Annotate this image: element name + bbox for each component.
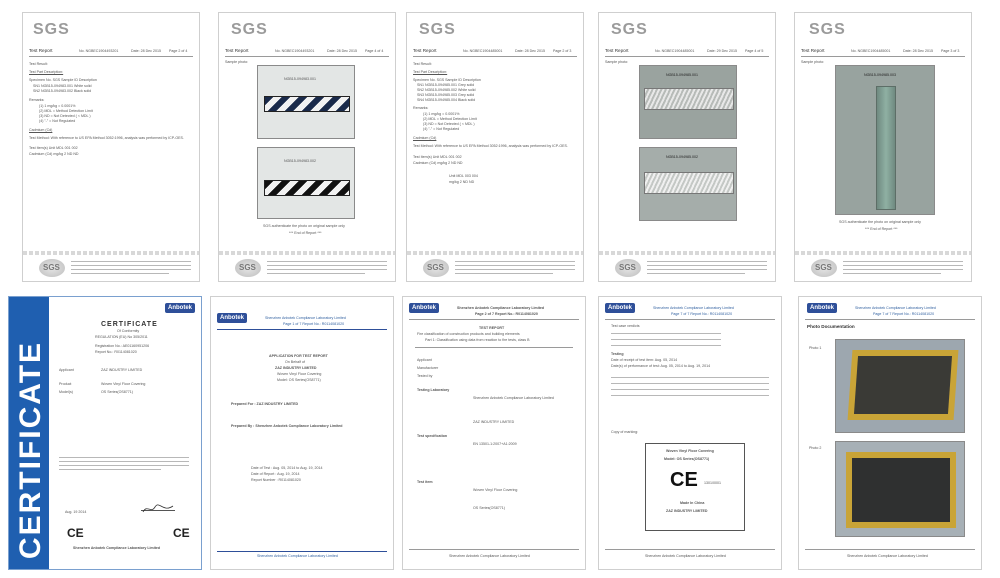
certificate-regulation: REGULATION (EU) No 305/2011 [95, 335, 148, 339]
text-line: SN2 NGB15-094983.002 Black solid [33, 89, 92, 93]
sample-photo-2 [257, 147, 355, 219]
sample-photo-2 [639, 147, 737, 221]
footer: Shenzhen Anbotek Compliance Laboratory Limited [645, 554, 726, 558]
report-page: Page 2 of 7 Report No.: R0114081020 [475, 312, 538, 316]
text-line: (1) 1 mg/kg = 0.0001% [39, 104, 76, 108]
text-line: Test Result: [413, 62, 432, 66]
end-of-report: *** End of Report *** [865, 227, 898, 231]
marking-company: ZAZ INDUSTRY LIMITED [666, 509, 708, 513]
text-line: SN4 NGB15-094985.004 Black solid [417, 98, 476, 102]
marking-label [645, 443, 745, 531]
ce-certificate [8, 296, 202, 570]
sgs-seal-icon: SGS [423, 259, 449, 277]
signature-icon [141, 501, 175, 511]
certificate-subtitle: Of Conformity [117, 329, 140, 333]
report-title: Test Report [29, 48, 53, 53]
text-line: Cadmium (Cd) mg/kg 2 ND ND [413, 161, 463, 165]
text-line: Sample photo: [225, 60, 249, 64]
report-page: Page 1 of 7 Report No.: R0114081020 [283, 322, 345, 326]
text-line: Test Part Description: [29, 70, 64, 74]
report-title: Test Report [225, 48, 249, 53]
report-page: Page 7 of 7 Report No.: R0114081020 [671, 312, 733, 316]
photo-label: NGB15-094985.002 [666, 155, 698, 159]
sample-photo-1 [257, 65, 355, 139]
report-title: Test Report [413, 48, 437, 53]
certificate-date: Aug. 19 2014 [65, 510, 87, 514]
product-photo-1 [835, 339, 965, 433]
text-line: Copy of marking: [611, 430, 639, 434]
text-line: Remarks: [413, 106, 429, 110]
lab-name: Shenzhen Anbotek Compliance Laboratory Limited [457, 306, 545, 310]
text-line: Test item [417, 480, 433, 484]
report-title: Test Report [801, 48, 825, 53]
text-line: Test Part Description: [413, 70, 448, 74]
text-line: (2) MDL = Method Detection Limit [39, 109, 93, 113]
text-line: Testing Laboratory [417, 388, 450, 392]
anbotek-page-2 [402, 296, 586, 570]
text-line: On Behalf of [285, 360, 305, 364]
report-date: Date: 28 Dec 2015 [515, 49, 545, 53]
text-line: SN3 NGB15-094985.003 Grey solid [417, 93, 475, 97]
photo-note: SGS authenticate the photo on original sample only [839, 220, 921, 224]
anbotek-page-3 [598, 296, 782, 570]
applicant-value: ZAZ INDUSTRY LIMITED [101, 368, 143, 372]
anbotek-page-1 [210, 296, 394, 570]
applicant-label: Applicant [59, 368, 74, 372]
sgs-page-5 [794, 12, 972, 282]
report-date: Date: 29 Dec 2015 [707, 49, 737, 53]
text-line: Specimen No. SGS Sample ID Description [29, 78, 97, 82]
certificate-side-text: CERTIFICATE [14, 340, 47, 560]
text-line: Test specification [417, 434, 448, 438]
registration-number: Registration No.: AE01160951206 [95, 344, 150, 348]
text-line: SN2 NGB15-094985.002 White solid [417, 88, 476, 92]
text-line: Date of receipt of test item: Aug. 05, 2014 [611, 358, 678, 362]
report-number: No. NGBEC1904485001 [655, 49, 695, 53]
marking-origin: Made In China [680, 501, 705, 505]
certificate-title: CERTIFICATE [101, 321, 158, 328]
text-line: Test Item(s) Unit MDL 001 002 [413, 155, 462, 159]
text-line: Specimen No. SGS Sample ID Description [413, 78, 481, 82]
photo-label: NGB15-094985.003 [864, 73, 896, 77]
text-line: Shenzhen Anbotek Compliance Laboratory Limited [473, 396, 554, 400]
text-line: (3) ND = Not Detected ( < MDL ) [423, 122, 475, 126]
product-photo-2 [835, 441, 965, 537]
text-line: Unit MDL 003 004 [449, 174, 478, 178]
sgs-page-3 [406, 12, 584, 282]
sgs-logo: SGS [611, 21, 648, 38]
text-line: ZAZ INDUSTRY LIMITED [275, 366, 317, 370]
text-line: Date(s) of performance of test: Aug. 05, 2014 to Aug. 19, 2014 [611, 364, 711, 368]
anbotek-logo: Anbotek [217, 313, 247, 323]
text-line: Cadmium (Cd) [29, 128, 53, 132]
text-line: OS Series(OS8771) [473, 506, 505, 510]
text-line: SN1 NGB15-094983.001 White solid [33, 84, 92, 88]
report-date: Date: 28 Dec 2015 [903, 49, 933, 53]
model-value: OS Series(OS8771) [101, 390, 133, 394]
text-line: (3) ND = Not Detected ( < MDL ) [39, 114, 91, 118]
text-line: Manufacturer [417, 366, 439, 370]
text-line: Woven Vinyl Floor Covering [473, 488, 518, 492]
sample-photo-1 [639, 65, 737, 139]
text-line: Prepared By : Shenzhen Anbotek Compliance Laboratory Limited [231, 424, 343, 428]
text-line: Report Number : R0114081020 [251, 478, 301, 482]
product-value: Woven Vinyl Floor Covering [101, 382, 146, 386]
report-date: Date: 28 Dec 2015 [131, 49, 161, 53]
text-line: ZAZ INDUSTRY LIMITED [473, 420, 515, 424]
anbotek-logo: Anbotek [605, 303, 635, 313]
text-line: Sample photo: [605, 60, 629, 64]
text-line: EN 13501-1:2007+A1:2009 [473, 442, 517, 446]
sgs-seal-icon: SGS [615, 259, 641, 277]
certificate-footer: Shenzhen Anbotek Compliance Laboratory Limited [73, 546, 161, 550]
text-line: Remarks: [29, 98, 45, 102]
sgs-logo: SGS [231, 21, 268, 38]
report-page: Page 3 of 3 [941, 49, 960, 53]
text-line: Part 1: Classification using data from reaction to fire tests, class B [425, 338, 530, 342]
photo-note: SGS authenticate the photo on original sample only [263, 224, 345, 228]
report-page: Page 2 of 3 [553, 49, 572, 53]
text-line: Test Method: With reference to US EPA Method 3052:1996, analysis was performed by ICP-OES. [413, 144, 568, 148]
footer: Shenzhen Anbotek Compliance Laboratory Limited [847, 554, 928, 558]
sgs-seal-icon: SGS [811, 259, 837, 277]
text-line: Date of Report : Aug. 19, 2014 [251, 472, 300, 476]
sgs-logo: SGS [33, 21, 70, 38]
sgs-seal-icon: SGS [39, 259, 65, 277]
ce-mark-icon: CE [670, 469, 698, 491]
text-line: (1) 1 mg/kg = 0.0001% [423, 112, 460, 116]
report-number: No. NGBEC1904485001 [851, 49, 891, 53]
text-line: TEST REPORT [479, 326, 505, 330]
marking-product: Woven Vinyl Floor Covering [666, 449, 714, 453]
text-line: Test Result: [29, 62, 48, 66]
report-page: Page 4 of 5 [745, 49, 764, 53]
report-title: Test Report [605, 48, 629, 53]
ce-mark-icon: CE [67, 526, 84, 540]
report-page: Page 2 of 4 [169, 49, 188, 53]
text-line: Model: OS Series(OS8771) [277, 378, 321, 382]
report-number: No. NGBEC1904485001 [463, 49, 503, 53]
footer: Shenzhen Anbotek Compliance Laboratory Limited [449, 554, 530, 558]
product-label: Product [59, 382, 72, 386]
text-line: (4) "-" = Not Regulated [423, 127, 460, 131]
text-line: Fire classification of construction products and building elements [417, 332, 520, 336]
anbotek-logo: Anbotek [807, 303, 837, 313]
photo-label: NGB15-094983.001 [284, 77, 316, 81]
photo-doc-title: Photo Documentation [807, 324, 855, 329]
photo-label: NGB15-094983.002 [284, 159, 316, 163]
sgs-page-4 [598, 12, 776, 282]
text-line: Applicant [417, 358, 432, 362]
lab-name: Shenzhen Anbotek Compliance Laboratory Limited [855, 306, 936, 310]
marking-number: 1301/0001 [704, 481, 721, 485]
text-line: Cadmium (Cd) mg/kg 2 ND ND [29, 152, 79, 156]
text-line: Sample photo: [801, 60, 825, 64]
model-label: Model(s) [59, 390, 73, 394]
text-line: Tested by [417, 374, 433, 378]
sample-photo [835, 65, 935, 215]
report-page: Page 4 of 4 [365, 49, 384, 53]
report-number: No. NGBEC1904493201 [79, 49, 119, 53]
anbotek-logo: Anbotek [165, 303, 195, 313]
sgs-logo: SGS [809, 21, 846, 38]
anbotek-page-4 [798, 296, 982, 570]
lab-name: Shenzhen Anbotek Compliance Laboratory Limited [265, 316, 346, 320]
text-line: Test Method: With reference to US EPA Method 3052:1996, analysis was performed by ICP-OES. [29, 136, 184, 140]
anbotek-logo: Anbotek [409, 303, 439, 313]
text-line: Cadmium (Cd) [413, 136, 437, 140]
report-page: Page 7 of 7 Report No.: R0114081020 [873, 312, 935, 316]
photo-label: Photo 1 [809, 346, 822, 350]
text-line: APPLICATION FOR TEST REPORT [269, 354, 328, 358]
ce-mark-icon: CE [173, 526, 190, 540]
text-line: Testing [611, 352, 624, 356]
text-line: mg/kg 2 ND ND [449, 180, 475, 184]
sgs-page-2 [218, 12, 396, 282]
sgs-seal-icon: SGS [235, 259, 261, 277]
text-line: (4) "-" = Not Regulated [39, 119, 76, 123]
marking-model: Model: OS Series(OS8771) [664, 457, 710, 461]
text-line: Test case verdicts [611, 324, 640, 328]
text-line: Test Item(s) Unit MDL 001 002 [29, 146, 78, 150]
text-line: Woven Vinyl Floor Covering [277, 372, 322, 376]
photo-label: NGB15-094985.001 [666, 73, 698, 77]
report-number: No. NGBEC1904493201 [275, 49, 315, 53]
text-line: SN1 NGB15-094985.001 Grey solid [417, 83, 475, 87]
report-number: Report No.: R0114081020 [95, 350, 137, 354]
text-line: Date of Test : Aug. 05, 2014 to Aug. 19, 2014 [251, 466, 323, 470]
end-of-report: *** End of Report *** [289, 231, 322, 235]
photo-label: Photo 2 [809, 446, 822, 450]
sgs-logo: SGS [419, 21, 456, 38]
text-line: Prepared For : ZAZ INDUSTRY LIMITED [231, 402, 299, 406]
lab-name: Shenzhen Anbotek Compliance Laboratory Limited [653, 306, 734, 310]
text-line: (2) MDL = Method Detection Limit [423, 117, 477, 121]
report-date: Date: 28 Dec 2015 [327, 49, 357, 53]
sgs-page-1 [22, 12, 200, 282]
footer: Shenzhen Anbotek Compliance Laboratory Limited [257, 554, 338, 558]
